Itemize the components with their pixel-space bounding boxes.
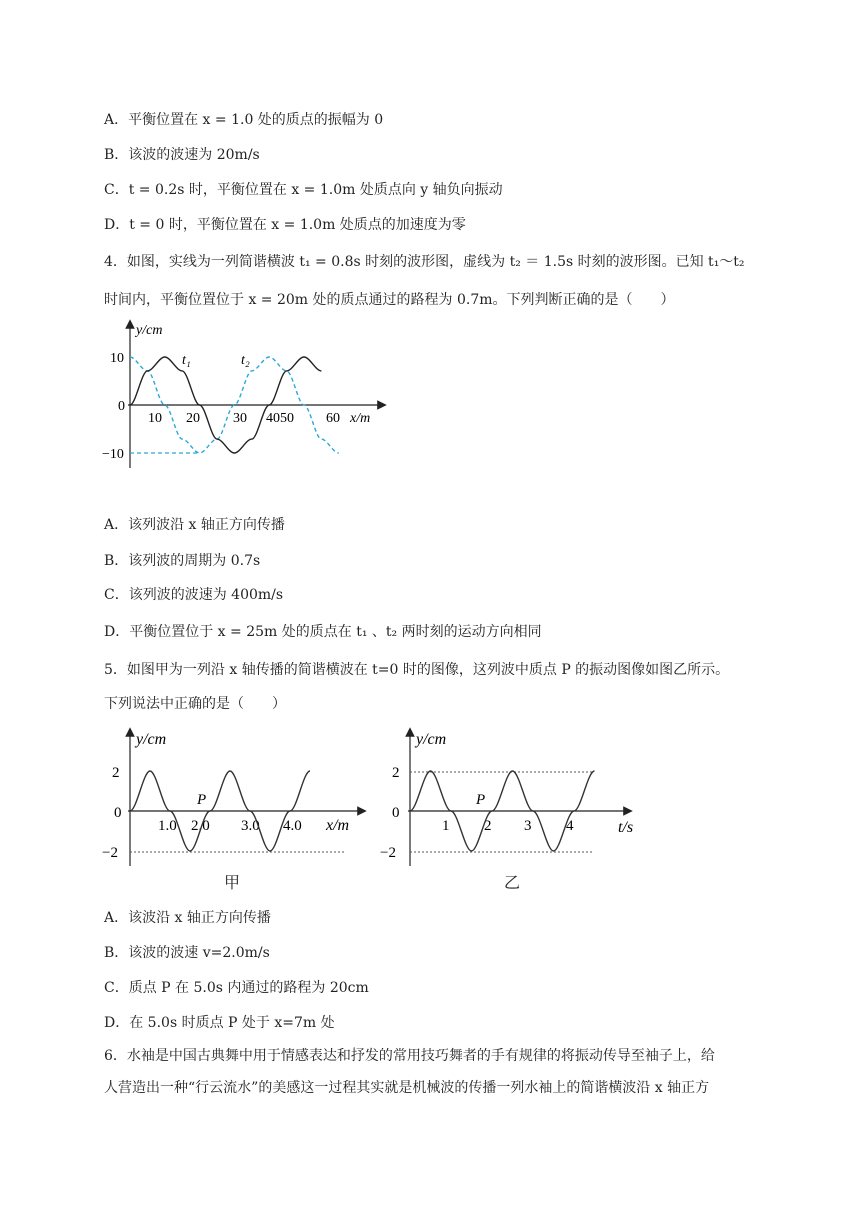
q3-option-d: D．t = 0 时，平衡位置在 x = 1.0m 处质点的加速度为零 — [104, 217, 466, 233]
yi-xtick-4: 4 — [566, 818, 574, 834]
q3-option-a: A．平衡位置在 x = 1.0 处的质点的振幅为 0 — [104, 112, 384, 128]
jia-xtick-1: 1.0 — [158, 818, 177, 834]
yi-point-p: P — [476, 792, 486, 808]
q4-option-a: A．该列波沿 x 轴正方向传播 — [104, 517, 285, 533]
q4-x-label: x/m — [350, 411, 371, 426]
q4-ytick-neg10: −10 — [102, 447, 124, 462]
q4-xtick-20: 20 — [186, 411, 200, 426]
yi-x-label: t/s — [618, 819, 634, 836]
yi-xtick-2: 2 — [484, 818, 492, 834]
q6-line2: 人营造出一种“行云流水”的美感这一过程其实就是机械波的传播一列水袖上的简谐横波沿 x 轴正方 — [104, 1080, 710, 1096]
q4-option-b: B．该列波的周期为 0.7s — [104, 553, 261, 569]
q4-ytick-10: 10 — [110, 351, 124, 366]
jia-ytick-neg2: −2 — [102, 845, 118, 861]
yi-ytick-neg2: −2 — [380, 845, 396, 861]
yi-ytick-2: 2 — [392, 765, 400, 781]
jia-point-p: P — [197, 792, 207, 808]
jia-x-label: x/m — [326, 817, 350, 834]
q4-xtick-60: 60 — [326, 411, 340, 426]
jia-ytick-2: 2 — [112, 765, 120, 781]
q5-option-c: C．质点 P 在 5.0s 内通过的路程为 20cm — [104, 980, 369, 996]
q4-xtick-30: 30 — [233, 411, 247, 426]
jia-xtick-4: 4.0 — [283, 818, 302, 834]
q5-wave-chart-jia — [100, 726, 370, 876]
yi-xtick-3: 3 — [524, 818, 532, 834]
q4-y-label: y/cm — [136, 323, 163, 338]
q4-ytick-0: 0 — [118, 399, 125, 414]
jia-xtick-3: 3.0 — [241, 818, 260, 834]
q3-option-b: B．该波的波速为 20m/s — [104, 147, 260, 163]
yi-xtick-1: 1 — [442, 818, 450, 834]
yi-y-label: y/cm — [416, 731, 447, 748]
q5-stem-line2: 下列说法中正确的是（ ） — [104, 696, 286, 712]
yi-ytick-0: 0 — [392, 805, 400, 821]
jia-xtick-2: 2.0 — [191, 818, 210, 834]
q4-stem-line1: 4．如图，实线为一列简谐横波 t₁ = 0.8s 时刻的波形图，虚线为 t₂ ＝ 1.5s 时刻的波形图。已知 t₁～t₂ — [104, 254, 745, 270]
jia-ytick-0: 0 — [114, 805, 122, 821]
caption-jia: 甲 — [224, 873, 241, 892]
q4-series-t2-label: t₂ — [241, 353, 250, 368]
caption-yi: 乙 — [504, 873, 521, 892]
q4-xtick-10: 10 — [148, 411, 162, 426]
q5-option-d: D．在 5.0s 时质点 P 处于 x=7m 处 — [104, 1015, 335, 1031]
q4-option-d: D．平衡位置位于 x = 25m 处的质点在 t₁ 、t₂ 两时刻的运动方向相同 — [104, 624, 542, 640]
q5-stem-line1: 5．如图甲为一列沿 x 轴传播的简谐横波在 t=0 时的图像，这列波中质点 P 的振动图像如图乙所示。 — [104, 662, 730, 678]
q3-option-c: C．t = 0.2s 时，平衡位置在 x = 1.0m 处质点向 y 轴负向振动 — [104, 182, 503, 198]
q4-wave-chart — [100, 318, 390, 478]
q5-option-b: B．该波的波速 v=2.0m/s — [104, 945, 270, 961]
q5-option-a: A．该波沿 x 轴正方向传播 — [104, 910, 271, 926]
q5-vibration-chart-yi — [378, 726, 648, 876]
q6-line1: 6．水袖是中国古典舞中用于情感表达和抒发的常用技巧舞者的手有规律的将振动传导至袖子上，给 — [104, 1048, 715, 1064]
q4-xtick-4050: 4050 — [266, 411, 294, 426]
jia-y-label: y/cm — [136, 731, 167, 748]
q4-series-t1-label: t₁ — [182, 353, 191, 368]
q4-stem-line2: 时间内，平衡位置位于 x = 20m 处的质点通过的路程为 0.7m。下列判断正确的是（ ） — [104, 292, 675, 308]
q4-option-c: C．该列波的波速为 400m/s — [104, 587, 284, 603]
